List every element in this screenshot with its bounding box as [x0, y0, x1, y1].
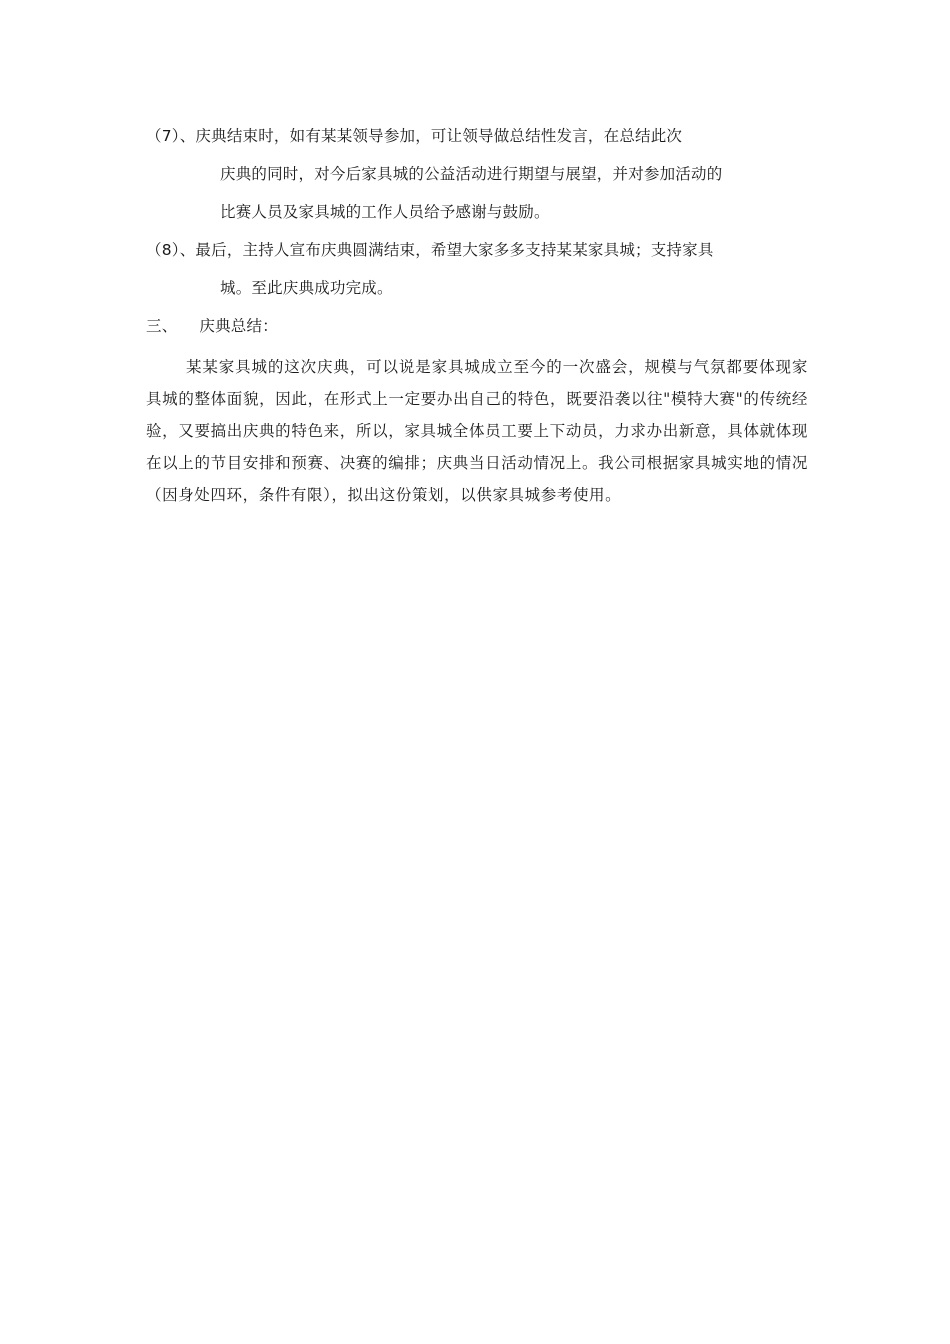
summary-paragraph: 某某家具城的这次庆典，可以说是家具城成立至今的一次盛会，规模与气氛都要体现家具城的整体面貌，因此，在形式上一定要办出自己的特色，既要沿袭以往"模特大赛"的传统经验，又要搞出庆典的特色来，所以，家具城全体员工要上下动员，力求办出新意，具体就体现在以上的节目安排和预赛、决赛的编排；庆典当日活动情况上。我公司根据家具城实地的情况（因身处四环，条件有限），拟出这份策划，以供家具城参考使用。 — [146, 358, 808, 504]
item-7-text-1: 、庆典结束时，如有某某领导参加，可让领导做总结性发言，在总结此次 — [179, 127, 683, 145]
item-8-text-1: 、最后，主持人宣布庆典圆满结束，希望大家多多支持某某家具城；支持家具 — [179, 241, 714, 259]
section-heading — [146, 316, 278, 336]
item-8-line-2: 城。至此庆典成功完成。 — [220, 279, 393, 297]
section-title: 庆典总结： — [199, 317, 278, 335]
item-7-number: （7） — [146, 127, 180, 145]
item-8-line-1 — [146, 240, 714, 260]
item-7-line-1 — [146, 126, 682, 146]
item-7-line-2: 庆典的同时，对今后家具城的公益活动进行期望与展望，并对参加活动的 — [220, 165, 723, 183]
section-number: 三、 — [146, 317, 178, 335]
item-8-number: （8） — [146, 241, 180, 259]
item-7-line-3: 比赛人员及家具城的工作人员给予感谢与鼓励。 — [220, 203, 550, 221]
